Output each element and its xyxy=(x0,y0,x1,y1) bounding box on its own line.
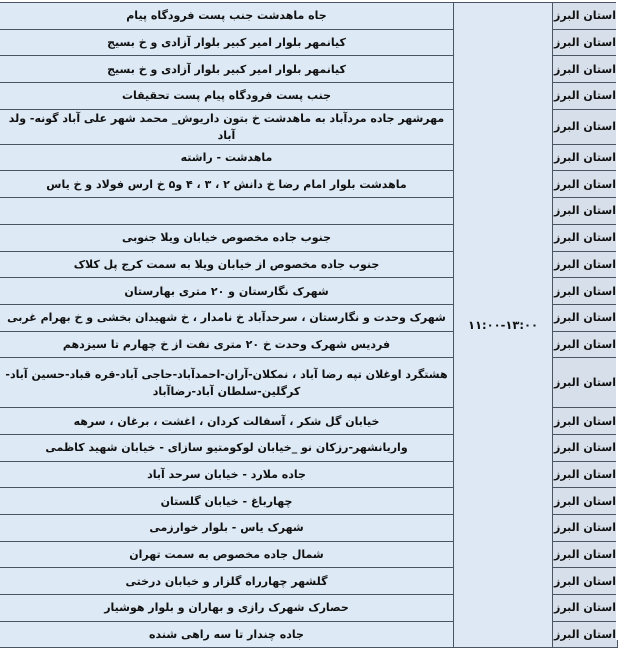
province-cell: استان البرز xyxy=(553,251,618,278)
address-cell xyxy=(0,198,454,225)
address-cell: واریانشهر-رزکان نو _خیابان لوکومتیو سازای - خیابان شهید کاظمی xyxy=(0,434,454,461)
province-cell: استان البرز xyxy=(553,488,618,515)
address-cell: جنوب جاده مخصوص از خیابان ویلا به سمت کرج پل کلاک xyxy=(0,251,454,278)
address-cell: خیابان گل شکر ، آسفالت کردان ، اغشت ، برغان ، سرهه xyxy=(0,408,454,435)
province-cell: استان البرز xyxy=(553,83,618,110)
province-cell: استان البرز xyxy=(553,541,618,568)
province-cell: استان البرز xyxy=(553,595,618,622)
address-cell: شمال جاده مخصوص به سمت تهران xyxy=(0,541,454,568)
province-cell: استان البرز xyxy=(553,408,618,435)
province-cell: استان البرز xyxy=(553,3,618,30)
province-cell: استان البرز xyxy=(553,56,618,83)
address-cell: جاه ماهدشت جنب پست فرودگاه پیام xyxy=(0,3,454,30)
address-cell: مهرشهر جاده مردآباد به ماهدشت خ بتون داریوش_ محمد شهر علی آباد گونه- ولد آباد xyxy=(0,109,454,144)
province-cell: استان البرز xyxy=(553,331,618,358)
table-row xyxy=(0,3,618,30)
address-cell: جنب پست فرودگاه پیام پست تحقیقات xyxy=(0,83,454,110)
address-cell: جنوب جاده مخصوص خیابان ویلا جنوبی xyxy=(0,224,454,251)
time-slot-cell: ۱۱:۰۰-۱۳:۰۰ xyxy=(454,3,553,648)
province-cell: استان البرز xyxy=(553,198,618,225)
address-cell: جاده چندار تا سه راهی شنده xyxy=(0,621,454,648)
address-cell: هشتگرد اوغلان تپه رضا آباد ، نمکلان-آران-احمدآباد-حاجی آباد-قره قباد-حسین آباد-کرگلین-سلطان آباد-رضاآباد xyxy=(0,358,454,408)
province-cell: استان البرز xyxy=(553,434,618,461)
province-cell: استان البرز xyxy=(553,621,618,648)
province-cell: استان البرز xyxy=(553,358,618,408)
address-cell: شهرک وحدت و نگارستان ، سرحدآباد خ نامدار ، خ شهیدان بخشی و خ بهرام غربی xyxy=(0,304,454,331)
province-cell: استان البرز xyxy=(553,304,618,331)
address-cell: کیانمهر بلوار امیر کبیر بلوار آزادی و خ بسیج xyxy=(0,29,454,56)
address-cell: فردیس شهرک وحدت خ ۲۰ متری نفت از خ چهارم تا سیزدهم xyxy=(0,331,454,358)
province-cell: استان البرز xyxy=(553,278,618,305)
address-cell: گلشهر چهارراه گلزار و خیابان درختی xyxy=(0,568,454,595)
province-cell: استان البرز xyxy=(553,224,618,251)
address-cell: شهرک نگارستان و ۲۰ متری بهارستان xyxy=(0,278,454,305)
province-cell: استان البرز xyxy=(553,144,618,171)
address-cell: ماهدشت بلوار امام رضا خ دانش ۲ ، ۳ ، ۴ و۵ خ ارس فولاد و خ یاس xyxy=(0,171,454,198)
province-cell: استان البرز xyxy=(553,29,618,56)
address-cell: جاده ملارد - خیابان سرحد آباد xyxy=(0,461,454,488)
province-cell: استان البرز xyxy=(553,109,618,144)
address-cell: چهارباغ - خیابان گلستان xyxy=(0,488,454,515)
outage-schedule-table xyxy=(0,2,618,648)
province-cell: استان البرز xyxy=(553,515,618,542)
province-cell: استان البرز xyxy=(553,171,618,198)
province-cell: استان البرز xyxy=(553,568,618,595)
address-cell: کیانمهر بلوار امیر کبیر بلوار آزادی و خ بسیج xyxy=(0,56,454,83)
province-cell: استان البرز xyxy=(553,461,618,488)
address-cell: شهرک یاس - بلوار خوارزمی xyxy=(0,515,454,542)
address-cell: حصارک شهرک رازی و بهاران و بلوار هوشیار xyxy=(0,595,454,622)
address-cell: ماهدشت - راشته xyxy=(0,144,454,171)
